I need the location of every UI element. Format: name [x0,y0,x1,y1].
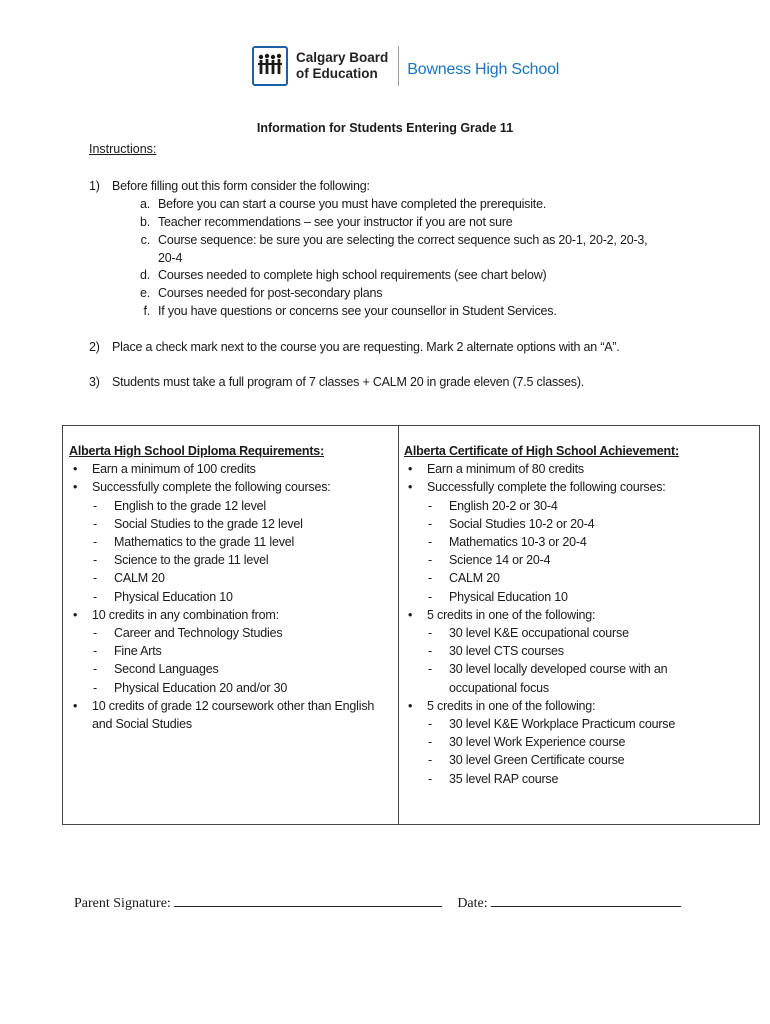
requirements-table [62,425,760,825]
subitem-mark: a. [139,197,150,211]
row-text: English 20-2 or 30-4 [449,498,558,513]
course-list-item [69,569,389,587]
bullet-marker: • [408,462,413,477]
dash-marker: - [428,553,432,568]
dash-marker: - [93,644,97,659]
course-list-item [404,515,734,533]
row-text: Social Studies 10-2 or 20-4 [449,516,595,531]
date-label: Date: [457,896,488,911]
row-text: Earn a minimum of 80 credits [427,462,584,477]
row-text: Mathematics 10-3 or 20-4 [449,535,587,550]
dash-marker: - [93,626,97,641]
page-title: Information for Students Entering Grade 11 [256,121,514,135]
column-divider [398,426,399,824]
bullet-marker: • [73,607,78,622]
diploma-heading: Alberta High School Diploma Requirements: [69,444,325,458]
requirement-bullet-item [404,478,734,496]
dash-marker: - [428,535,432,550]
subitem-text: Teacher recommendations – see your instructor if you are not sure [158,215,513,229]
subitem-text: Courses needed to complete high school requirements (see chart below) [158,268,547,282]
dash-marker: - [93,589,97,604]
row-text: 30 level K&E Workplace Practicum course [449,717,676,732]
bullet-marker: • [408,480,413,495]
row-text: Physical Education 20 and/or 30 [114,680,288,695]
subitem-mark: d. [139,268,150,282]
subitem-mark: c. [140,233,150,247]
dash-marker: - [428,498,432,513]
item-text: Place a check mark next to the course you are requesting. Mark 2 alternate options with an “A”. [112,340,620,354]
row-text: 5 credits in one of the following: [427,698,596,713]
course-list-item [69,515,389,533]
course-list-item [69,660,389,678]
parent-signature-label: Parent Signature: [74,896,171,911]
row-text: Physical Education 10 [449,589,568,604]
course-list-item [404,733,734,751]
row-text: 30 level Green Certificate course [449,753,625,768]
row-text: 5 credits in one of the following: [427,607,596,622]
dash-marker: - [428,571,432,586]
subitem-text: Before you can start a course you must have completed the prerequisite. [158,197,547,211]
course-list-item [404,588,734,606]
subitem-text: Course sequence: be sure you are selecting the correct sequence such as 20-1, 20-2, 20-3, [158,233,648,247]
course-list-item [404,660,734,696]
subitem-mark: b. [139,215,150,229]
bullet-marker: • [73,480,78,495]
item-number: 3) [89,375,100,389]
dash-marker: - [428,771,432,786]
dash-marker: - [93,535,97,550]
dash-marker: - [428,735,432,750]
course-list-item [404,624,734,642]
row-text: 10 credits of grade 12 coursework other than English and Social Studies [92,698,375,732]
cbe-figures-icon [252,46,288,86]
requirement-bullet-item [69,697,389,733]
bullet-marker: • [408,698,413,713]
bullet-marker: • [73,698,78,713]
school-name: Bowness High School [407,61,560,78]
course-list-item [69,642,389,660]
item-text: Before filling out this form consider the following: [112,179,370,193]
cbe-logo [252,44,559,88]
requirement-bullet-item [69,478,389,496]
row-text: Science to the grade 11 level [114,553,269,568]
subitem-mark: e. [139,286,150,300]
subitem-text: If you have questions or concerns see your counsellor in Student Services. [158,304,557,318]
parent-signature-field[interactable] [174,893,442,907]
dash-marker: - [428,644,432,659]
diploma-requirements-column [69,442,389,733]
date-field[interactable] [491,893,681,907]
board-name-line1: Calgary Board [296,50,389,65]
item-text: Students must take a full program of 7 classes + CALM 20 in grade eleven (7.5 classes). [112,375,585,389]
row-text: 30 level Work Experience course [449,735,626,750]
dash-marker: - [428,626,432,641]
row-text: Earn a minimum of 100 credits [92,462,256,477]
course-list-item [69,497,389,515]
course-list-item [404,497,734,515]
bullet-marker: • [408,607,413,622]
row-text: 30 level CTS courses [449,644,564,659]
row-text: Physical Education 10 [114,589,233,604]
row-text: Successfully complete the following courses: [92,480,331,495]
course-list-item [404,533,734,551]
dash-marker: - [428,753,432,768]
course-list-item [69,533,389,551]
course-list-item [404,642,734,660]
course-list-item [404,770,734,788]
dash-marker: - [93,662,97,677]
requirement-bullet-item [69,460,389,478]
subitem-mark: f. [143,304,150,318]
item-number: 1) [89,179,100,193]
row-text: 30 level locally developed course with an occupational focus [449,662,668,695]
row-text: CALM 20 [114,571,165,586]
board-name-line2: of Education [296,66,378,81]
row-text: Career and Technology Studies [114,626,283,641]
course-list-item [404,715,734,733]
dash-marker: - [428,589,432,604]
course-list-item [404,751,734,769]
instructions-label: Instructions: [89,142,157,156]
dash-marker: - [93,516,97,531]
dash-marker: - [428,516,432,531]
dash-marker: - [93,498,97,513]
row-text: 30 level K&E occupational course [449,626,629,641]
requirement-bullet-item [404,697,734,715]
row-text: CALM 20 [449,571,500,586]
requirement-bullet-item [69,606,389,624]
signature-line [74,893,681,912]
dash-marker: - [428,717,432,732]
subitem-text: Courses needed for post-secondary plans [158,286,383,300]
row-text: Second Languages [114,662,219,677]
bullet-marker: • [73,462,78,477]
row-text: 35 level RAP course [449,771,559,786]
row-text: Mathematics to the grade 11 level [114,535,295,550]
subitem-text-continued: 20-4 [158,251,183,265]
course-list-item [404,551,734,569]
row-text: Social Studies to the grade 12 level [114,516,303,531]
dash-marker: - [93,553,97,568]
course-list-item [69,679,389,697]
row-text: Successfully complete the following courses: [427,480,666,495]
dash-marker: - [93,680,97,695]
course-list-item [69,624,389,642]
requirement-bullet-item [404,460,734,478]
row-text: Science 14 or 20-4 [449,553,551,568]
certificate-heading: Alberta Certificate of High School Achievement: [404,444,679,458]
item-number: 2) [89,340,100,354]
course-list-item [69,588,389,606]
board-name [296,50,388,82]
logo-divider [398,46,399,86]
course-list-item [69,551,389,569]
dash-marker: - [428,662,432,677]
requirement-bullet-item [404,606,734,624]
certificate-requirements-column [404,442,734,788]
row-text: 10 credits in any combination from: [92,607,279,622]
row-text: English to the grade 12 level [114,498,266,513]
course-list-item [404,569,734,587]
dash-marker: - [93,571,97,586]
row-text: Fine Arts [114,644,162,659]
